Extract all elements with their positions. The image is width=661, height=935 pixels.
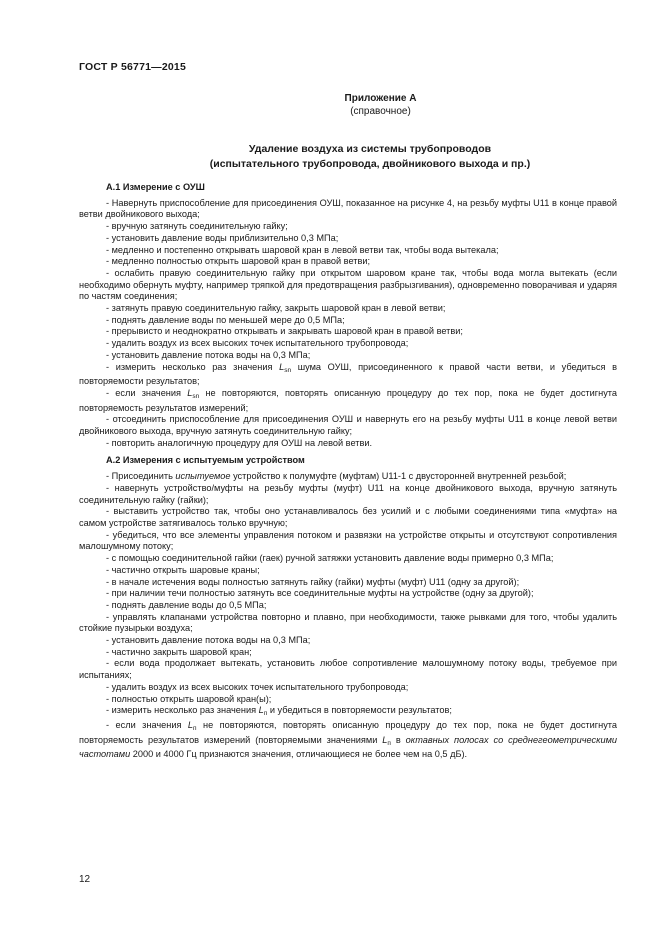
list-item: - полностью открыть шаровой кран(ы);: [106, 693, 272, 704]
list-item: - установить давление потока воды на 0,3 МПа;: [106, 349, 311, 360]
list-item: - повторить аналогичную процедуру для ОУШ на левой ветви.: [106, 437, 373, 448]
symbol-l: L: [187, 387, 193, 398]
list-item: - удалить воздух из всех высоких точек испытательного трубопровода;: [106, 338, 409, 349]
list-item: [79, 720, 617, 761]
document-body: [79, 182, 617, 761]
item-text: и убедиться в повторяемости результатов;: [267, 705, 452, 716]
italic-term: испытуемое: [175, 471, 231, 482]
section-a2-heading: А.2 Измерения с испытуемым устройством: [106, 455, 305, 466]
symbol-l: L: [382, 734, 388, 745]
list-item: [79, 705, 617, 720]
list-item: - частично закрыть шаровой кран;: [106, 646, 252, 657]
section-a1-heading: А.1 Измерение с ОУШ: [106, 182, 205, 192]
symbol-l: L: [258, 705, 264, 716]
list-item: - медленно полностью открыть шаровой кран в правой ветви;: [106, 256, 371, 267]
list-item: - установить давление воды приблизительно 0,3 МПа;: [106, 232, 339, 243]
symbol-subscript: п: [263, 710, 268, 718]
item-text: - Присоединить: [106, 471, 176, 482]
item-text: устройство к полумуфте (муфтам) U11-1 с двусторонней внутренней резьбой;: [230, 471, 567, 482]
section-a1-list-end: [79, 414, 617, 449]
appendix-title-line2: (испытательного трубопровода, двойникового выхода и пр.): [209, 158, 531, 170]
appendix-label: Приложение А: [344, 93, 417, 104]
list-item: - при наличии течи полностью затянуть все соединительные муфты на устройстве (одну за другой);: [106, 588, 534, 599]
list-item: - затянуть правую соединительную гайку, закрыть шаровой кран в левой ветви;: [106, 303, 446, 314]
list-item: - отсоединить приспособление для присоединения ОУШ и навернуть его на резьбу муфты U11 в конце левой ветви двойникового выхода, вручную затянуть соединительную гайку;: [79, 414, 617, 437]
list-item: - вручную затянуть соединительную гайку;: [106, 221, 288, 232]
page-number: 12: [79, 874, 91, 885]
list-item: - удалить воздух из всех высоких точек испытательного трубопровода;: [106, 681, 409, 692]
appendix-title-line1: Удаление воздуха из системы трубопроводов: [248, 143, 492, 155]
item-text: шума ОУШ, присоединенного к правой части ветви, и убедиться в повторяемости результатов;: [79, 361, 617, 387]
list-item: [79, 362, 617, 388]
list-item: - в начале истечения воды полностью затянуть гайку (гайки) муфты (муфт) U11 (одну за другой);: [106, 576, 520, 587]
list-item: - Навернуть приспособление для присоединения ОУШ, показанное на рисунке 4, на резьбу муфты U11 в конце правой ветви двойникового выхода;: [79, 197, 617, 220]
symbol-l: L: [187, 719, 194, 730]
italic-term: октавных полосах со среднегеометрическими частотами: [79, 734, 617, 760]
item-text: 2000 и 4000 Гц признаются значения, отличающиеся не более чем на 0,5 дБ).: [130, 749, 468, 760]
list-item: [79, 388, 617, 414]
list-item: - медленно и постепенно открывать шаровой кран в левой ветви так, чтобы вода вытекала;: [106, 244, 499, 255]
list-item: - убедиться, что все элементы управления потоком и развязки на устройстве открыты и отсутствуют сопротивления малошумному потоку;: [79, 529, 617, 552]
item-text: - измерить несколько раз значения: [106, 705, 259, 716]
list-item: - если вода продолжает вытекать, установить любое сопротивление малошумному потоку воды, требуемое при испытаниях;: [79, 658, 617, 681]
symbol-l: L: [279, 361, 285, 372]
list-item: - ослабить правую соединительную гайку при открытом шаровом кране так, чтобы вода могла вытекать (если необходимо обернуть муфту, например тряпкой для предотвращения разбрызгивания), одновременно поворачивая и ударяя по частям соединения;: [79, 267, 617, 302]
item-text: - если значения: [106, 719, 188, 730]
list-item: - поднять давление воды до 0,5 МПа;: [106, 599, 267, 610]
item-text: не повторяются, повторять описанную процедуру до тех пор, пока не будет достигнута повторяемость результатов измерений (повторяемыми значениями: [79, 719, 618, 745]
symbol-subscript: п: [193, 724, 197, 732]
list-item: - выставить устройство так, чтобы оно устанавливалось без усилий и с любыми соединениями типа «муфта» на самом устройстве затягивалось только вручную;: [79, 506, 617, 528]
section-a1-list: [79, 198, 617, 362]
item-text: - измерить несколько раз значения: [106, 361, 280, 372]
list-item: - прерывисто и неоднократно открывать и закрывать шаровой кран в правой ветви;: [106, 326, 463, 337]
list-item: - с помощью соединительной гайки (гаек) ручной затяжки установить давление воды примерно 0,3 МПа;: [106, 553, 554, 564]
list-item: - поднять давление воды по меньшей мере до 0,5 МПа;: [106, 314, 345, 325]
item-text: не повторяются, повторять описанную процедуру до тех пор, пока не будет достигнута повторяемость результатов измерений;: [79, 387, 618, 413]
item-text: - если значения: [106, 387, 188, 398]
symbol-subscript: sn: [284, 366, 292, 374]
list-item: - навернуть устройство/муфты на резьбу муфты (муфт) U11 на конце двойникового выхода, вручную затянуть соединительную гайку (гайки);: [79, 482, 617, 505]
appendix-type: (справочное): [350, 106, 411, 117]
item-text: в: [390, 734, 406, 745]
list-item: - установить давление потока воды на 0,3 МПа;: [106, 635, 311, 646]
list-item: - управлять клапанами устройства повторно и плавно, при необходимости, также рывками для того, чтобы удалить стойкие пузырьки воздуха;: [79, 611, 617, 634]
symbol-subscript: sn: [192, 392, 200, 400]
section-a2-list: [79, 483, 617, 705]
document-header: ГОСТ Р 56771—2015: [79, 61, 187, 73]
list-item: - частично открыть шаровые краны;: [106, 564, 260, 575]
symbol-subscript: п: [387, 739, 391, 747]
list-item: [79, 471, 617, 483]
